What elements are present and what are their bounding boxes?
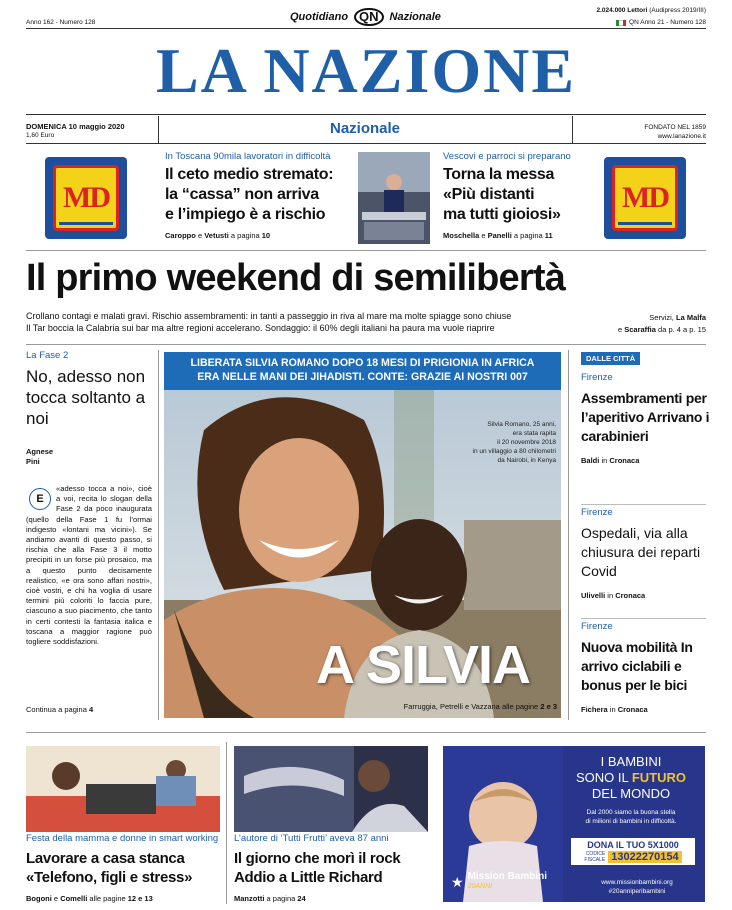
story-headline-line2: Addio a Little Richard [234, 869, 383, 887]
editorial-kicker: La Fase 2 [26, 350, 69, 361]
city-item-kicker: Firenze [581, 621, 613, 632]
main-headline[interactable]: Il primo weekend di semilibertà [26, 257, 566, 299]
qn-issue: QN Anno 21 - Numero 128 [616, 19, 706, 26]
editorial-author-last: Pini [26, 457, 40, 467]
city-item-byline: Ulivelli in Cronaca [581, 591, 646, 601]
teaser-byline: Caroppo e Vetusti a pagina 10 [165, 231, 271, 241]
teaser-ceto-medio[interactable] [165, 152, 355, 240]
editorial-title[interactable]: No, adesso non tocca soltanto a noi [26, 367, 146, 429]
city-item-title: Ospedali, via alla chiusura dei reparti Covid [581, 525, 701, 580]
edition-label: Nazionale [329, 120, 401, 137]
silvia-byline: Farruggia, Petrelli e Vazzana alle pagine 2 e 3 [403, 702, 557, 711]
founded: FONDATO NEL 1859 [644, 124, 706, 131]
city-item-assembramenti[interactable] [581, 373, 711, 465]
city-item-kicker: Firenze [581, 372, 613, 383]
teaser-headline-line3: e l’impiego è a rischio [165, 206, 326, 224]
silvia-banner-line1: LIBERATA SILVIA ROMANO DOPO 18 MESI DI PRIGIONIA IN AFRICA [190, 357, 535, 369]
qn-strip [290, 8, 441, 26]
ad-slogan: I BAMBINI SONO IL FUTURO DEL MONDO Dal 2000 siamo la buona stella di milioni di bambini in difficoltà. [575, 754, 687, 825]
factory-worker-photo [358, 152, 430, 244]
price: 1,60 Euro [26, 132, 55, 139]
city-item-byline: Baldi in Cronaca [581, 456, 640, 466]
silvia-headline[interactable]: A SILVIA [316, 635, 531, 695]
ad-brand: ★ Mission Bambini 20ANNI [451, 871, 548, 890]
story-byline: Bogoni e Comelli alle pagine 12 e 13 [26, 894, 153, 904]
teaser-kicker: In Toscana 90mila lavoratori in difficoltà [165, 151, 331, 162]
story-kicker: L’autore di ‘Tutti Frutti’ aveva 87 anni [234, 833, 389, 844]
ad-hashtag: #20anniperibambini [608, 888, 666, 895]
qn-logo: QN [354, 8, 384, 26]
md-logo-text: MD [63, 181, 109, 214]
teaser-headline-line1: Torna la messa [443, 166, 555, 184]
teaser-headline-line2: «Più distanti [443, 186, 535, 204]
teaser-kicker: Vescovi e parroci si preparano [443, 151, 571, 162]
story-kicker: Festa della mamma e donne in smart working [26, 833, 219, 844]
city-item-mobilita[interactable] [581, 622, 711, 714]
newspaper-title: LA NAZIONE [155, 35, 577, 106]
teaser-headline-line2: la “cassa” non arriva [165, 186, 319, 204]
main-subhead [26, 310, 616, 334]
silvia-caption: Silvia Romano, 25 anni, era stata rapita il 20 novembre 2018 in un villaggio a 80 chilometri da Nairobi, in Kenya [472, 421, 556, 464]
teaser-headline-line3: ma tutti gioiosi» [443, 206, 561, 224]
ad-website[interactable]: www.missionbambini.org [601, 879, 673, 886]
editorial-continua[interactable]: Continua a pagina 4 [26, 705, 94, 714]
story-headline-line1: Il giorno che morì il rock [234, 850, 401, 868]
teaser-headline-line1: Il ceto medio stremato: [165, 166, 334, 184]
teaser-byline: Moschella e Panelli a pagina 11 [443, 231, 553, 241]
main-subhead-line2: Il Tar boccia la Calabria sui bar ma altre regioni accelerano. Sondaggio: il 60% degli italiani ha paura ma vuole riaprire [26, 323, 495, 333]
city-item-title: Nuova mobilità In arrivo ciclabili e bonus per le bici [581, 639, 693, 694]
silvia-banner[interactable] [164, 352, 561, 390]
md-logo-ad-left[interactable] [45, 157, 127, 239]
story-byline: Manzotti a pagina 24 [234, 894, 306, 904]
editorial [26, 351, 156, 467]
ad-dona: DONA IL TUO 5X1000 [587, 840, 679, 850]
ad-codice-fiscale: 13022270154 [608, 851, 681, 863]
city-item-kicker: Firenze [581, 507, 613, 518]
website-link[interactable]: www.lanazione.it [657, 133, 706, 140]
readers-count: 2.024.000 Lettori [596, 7, 648, 14]
ad-donation-box[interactable]: DONA IL TUO 5X1000 CODICE FISCALE 13022270154 [571, 838, 695, 865]
story-headline-line1: Lavorare a casa stanca [26, 850, 185, 868]
md-logo-text: MD [622, 181, 668, 214]
issue-number: Anno 162 - Numero 128 [26, 19, 96, 26]
italy-flag-icon [616, 20, 626, 26]
smart-working-photo [26, 746, 220, 832]
md-logo-ad-right[interactable] [604, 157, 686, 239]
main-services: Servizi, La Malfa e Scaraffia da p. 4 a p. 15 [617, 313, 706, 334]
story-smart-working[interactable] [26, 834, 226, 903]
editorial-author-first: Agnese [26, 447, 54, 457]
qn-pre: Quotidiano [290, 11, 349, 23]
editorial-dropcap: E [29, 488, 51, 510]
city-item-title: Assembramenti per l’aperitivo Arrivano i carabinieri [581, 390, 710, 445]
dalle-citta-label: DALLE CITTÀ [581, 352, 640, 365]
city-item-byline: Fichera in Cronaca [581, 705, 648, 715]
qn-post: Nazionale [389, 11, 441, 23]
readers-info [597, 7, 707, 14]
main-subhead-line1: Crollano contagi e malati gravi. Rischio assembramenti: in tanti a passeggio in riva al mare ma molte spiagge sono chiuse [26, 311, 512, 321]
ad-links [575, 878, 699, 896]
readers-note: (Audipress 2019/III) [649, 7, 706, 14]
story-little-richard[interactable] [234, 834, 434, 903]
story-headline-line2: «Telefono, figli e stress» [26, 869, 193, 887]
mission-bambini-ad[interactable] [443, 746, 705, 902]
silvia-banner-line2: ERA NELLE MANI DEI JIHADISTI. CONTE: GRAZIE AI NOSTRI 007 [197, 371, 528, 383]
little-richard-photo [234, 746, 428, 832]
issue-date: DOMENICA 10 maggio 2020 [26, 122, 125, 131]
editorial-body: «adesso tocca a noi», cioè a voi, recita lo slogan della Fase 2 da poco inaugurata (quello della Fase 1 fu l’ormai indigesto «lontani ma vicini»). Se andiamo avanti di questo passo, si rischia che alla Fase 3 il motto precipiti in un forse più prosaico, ma a questo punto decisamente realistico, «e ora sono affari nostri», cioè vostri, e chi ha voglia di usare termini più coloriti lo faccia pure, ciascuno a suo piacimento, che tanto in certi contesti la fantasia italica e toscana a maggior ragione può togliere soddisfazioni. [26, 484, 152, 647]
teaser-messa[interactable] [443, 152, 593, 240]
city-item-ospedali[interactable] [581, 508, 711, 600]
star-child-icon: ★ [451, 873, 464, 890]
